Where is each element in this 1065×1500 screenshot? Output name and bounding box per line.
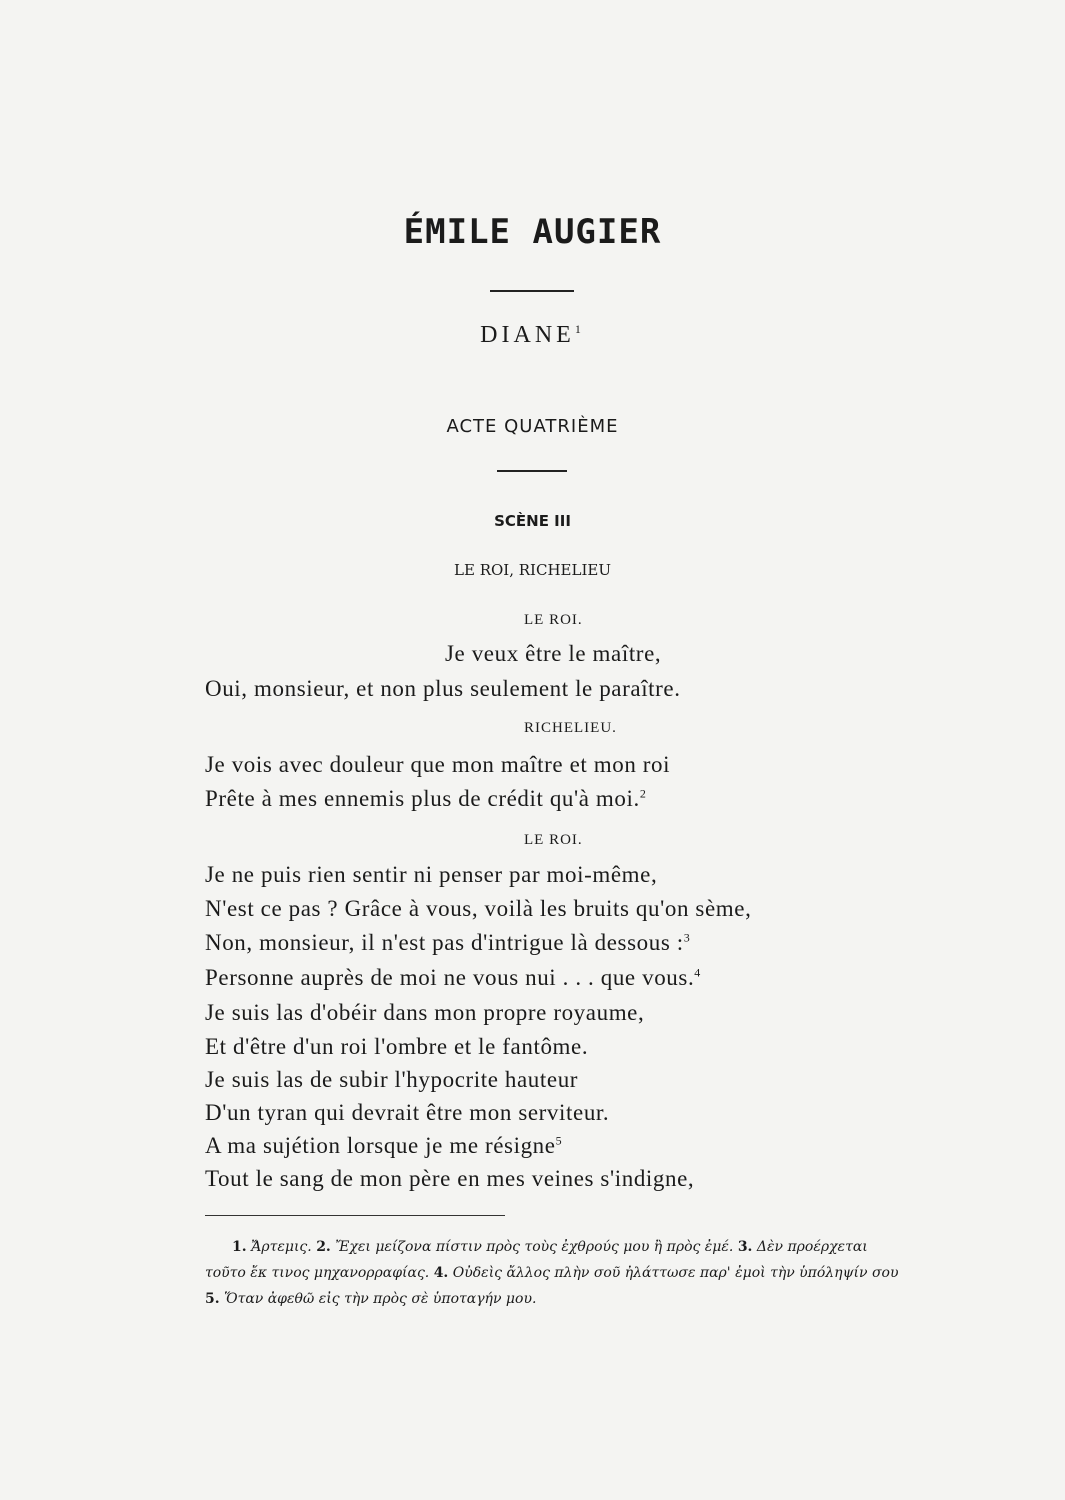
verse-line: Tout le sang de mon père en mes veines s'indigne, xyxy=(205,1166,695,1191)
scene-heading: SCÈNE III xyxy=(494,512,571,530)
speaker-label: RICHELIEU. xyxy=(524,720,617,736)
title-rule xyxy=(490,290,574,292)
verse-line: A ma sujétion lorsque je me résigne$^5$ xyxy=(205,1133,563,1158)
footnote-rule xyxy=(205,1215,505,1216)
speaker-label: LE ROI. xyxy=(524,612,583,628)
act-heading: ACTE QUATRIÈME xyxy=(446,416,619,437)
speaker-label: LE ROI. xyxy=(524,832,583,848)
author-title: ÉMILE AUGIER xyxy=(403,212,662,252)
verse-line: Je vois avec douleur que mon maître et mon roi xyxy=(205,752,671,777)
scene-characters: LE ROI, RICHELIEU xyxy=(454,561,611,579)
verse-line: Non, monsieur, il n'est pas d'intrigue là dessous :$^3$ xyxy=(205,930,691,955)
verse-line: Je ne puis rien sentir ni penser par moi-même, xyxy=(205,862,658,887)
verse-line: Et d'être d'un roi l'ombre et le fantôme. xyxy=(205,1034,589,1059)
footnote-ref-5: 5 xyxy=(555,1133,563,1148)
verse-line: Prête à mes ennemis plus de crédit qu'à moi.$^2$ xyxy=(205,786,647,811)
play-title xyxy=(0,322,1065,349)
footnote-ref-1: 1 xyxy=(574,322,585,336)
footnote-ref-2: 2 xyxy=(639,786,647,801)
footnote-line: 5. Ὅταν ἀφεθῶ εἰς τὴν πρὸς σὲ ὑποταγήν μου. xyxy=(205,1291,537,1307)
verse-line: Je suis las d'obéir dans mon propre royaume, xyxy=(205,1000,645,1025)
play-title-text: DIANE xyxy=(480,322,575,348)
verse-line: N'est ce pas ? Grâce à vous, voilà les bruits qu'on sème, xyxy=(205,896,752,921)
footnote-ref-4: 4 xyxy=(694,965,701,980)
verse-line: Oui, monsieur, et non plus seulement le paraître. xyxy=(205,676,681,701)
verse-line: D'un tyran qui devrait être mon serviteur. xyxy=(205,1100,610,1125)
footnote-ref-3: 3 xyxy=(683,930,691,945)
verse-line: Je veux être le maître, xyxy=(445,641,662,666)
verse-line: Je suis las de subir l'hypocrite hauteur xyxy=(205,1067,579,1092)
footnote-line: τοῦτο ἔκ τινος μηχανορραφίας. 4. Οὐδεὶς ἄλλος πλὴν σοῦ ἠλάττωσε παρ' ἐμοὶ τὴν ὑπόληψίν σου xyxy=(205,1265,899,1281)
verse-line: Personne auprès de moi ne vous nui . . . que vous.$^4$ xyxy=(205,965,701,990)
footnote-line: 1. Ἄρτεμις. 2. Ἔχει μείζονα πίστιν πρὸς τοὺς ἐχθρούς μου ἢ πρὸς ἐμέ. 3. Δὲν προέρχεται xyxy=(232,1239,868,1255)
act-rule xyxy=(497,470,567,472)
